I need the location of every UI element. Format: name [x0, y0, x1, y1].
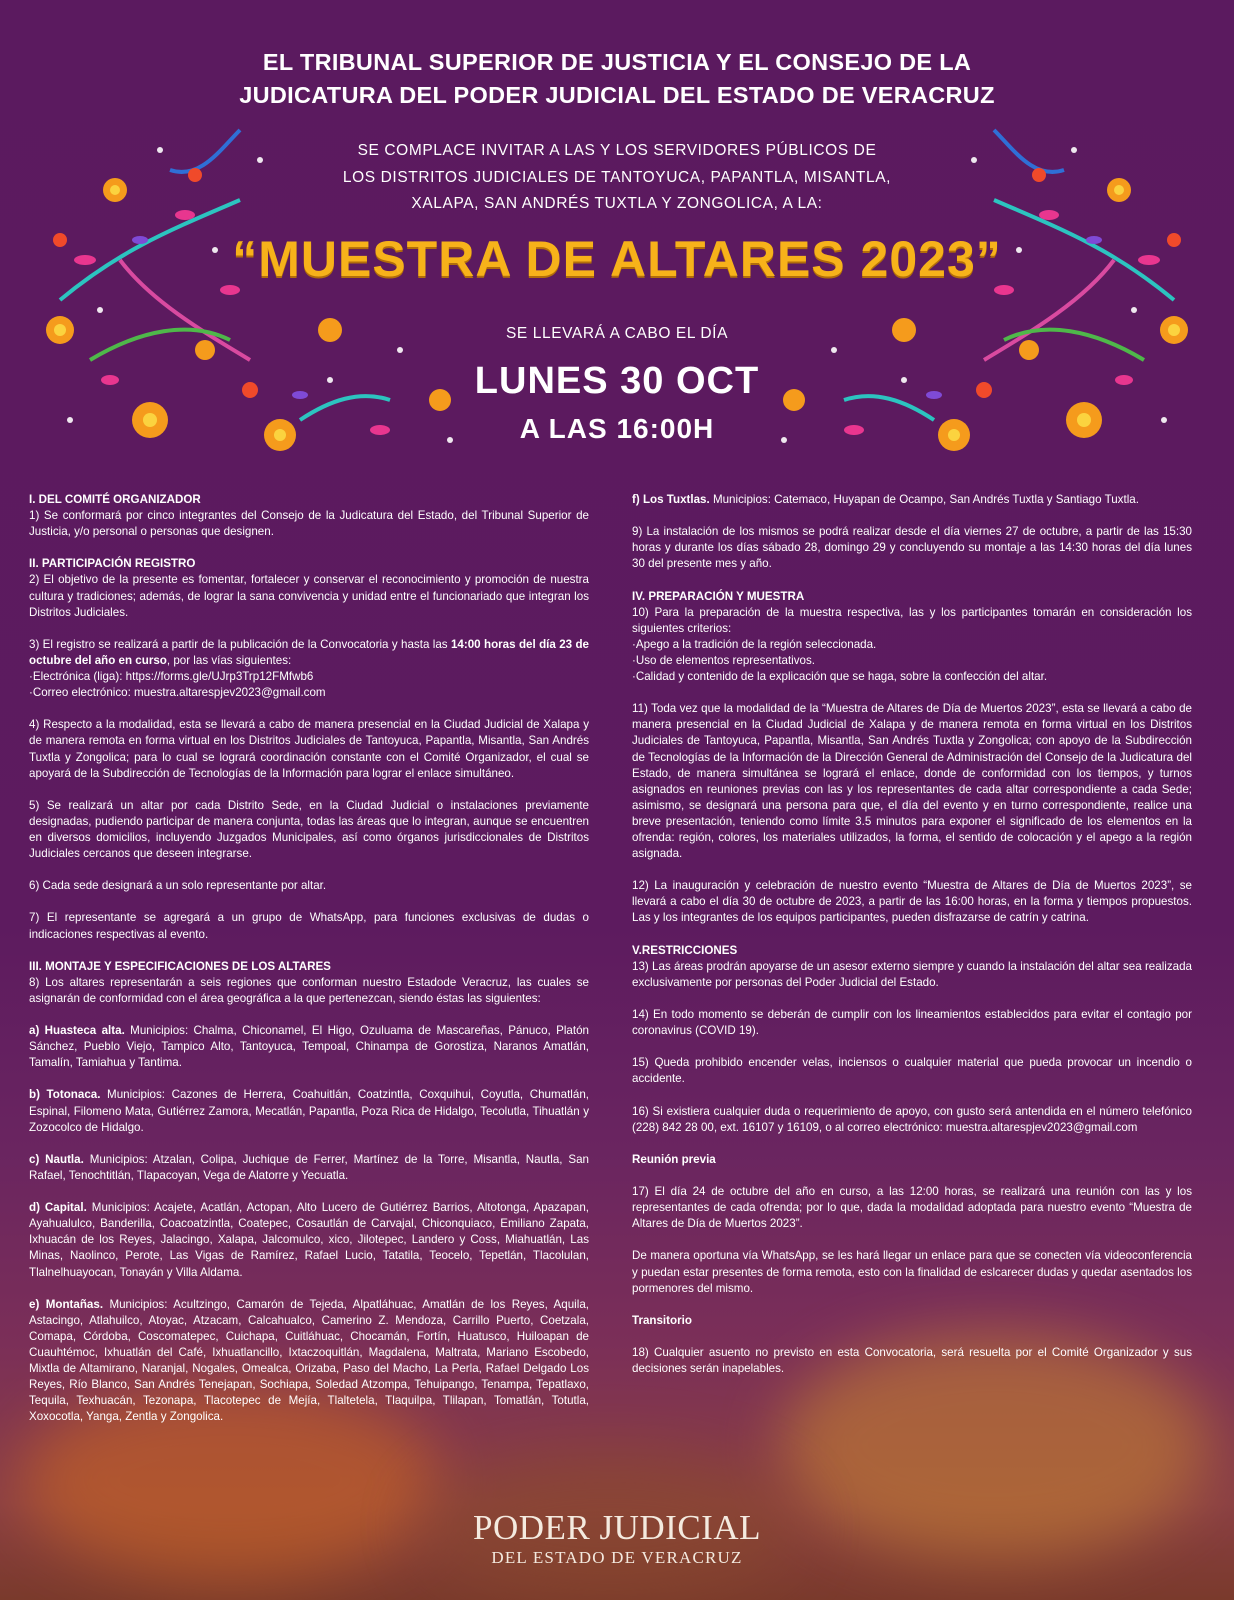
right-column [632, 492, 1192, 1377]
region-item: e) Montañas. Municipios: Acultzingo, Camarón de Tejeda, Alpatláhuac, Amatlán de los Reyes, Aquila, Astacingo, Atlahuilco, Atoyac, Atzacam, Calcahualco, Camerino Z. Mendoza, Carrillo Puerto, Coetzala, Comapa, Córdoba, Coscomatepec, Cuichapa, Cuitláhuac, Chocamán, Fortín, Huatusco, Huiloapan de Cuauhtémoc, Ixhuatlán del Café, Ixhuatlancillo, Ixtaczoquitlán, Magdalena, Maltrata, Mariano Escobedo, Mixtla de Altamirano, Naranjal, Nogales, Omealca, Orizaba, Paso del Macho, La Perla, Rafael Delgado Los Reyes, Río Blanco, San Andrés Tenejapan, Sochiapa, Soledad Atzompa, Tehuipango, Tenampa, Tepatlaxo, Tequila, Texhuacán, Tezonapa, Tlacotepec de Mejía, Tlaltetela, Tlaquilpa, Tlilapan, Tomatlán, Totutla, Xoxocotla, Yanga, Zentla y Zongolica. [29, 1297, 590, 1424]
paragraph: 4) Respecto a la modalidad, esta se llevará a cabo de manera presencial en la Ciudad Judicial de Xalapa y de manera remota en forma virtual en los Distritos Judiciales de Tantoyuca, Papantla, Misantla, San Andrés Tuxtla y Zongolica; para lo cual se logrará coordinación constante con el Comité Organizador, el cual se apoyará de la Subdirección de Tecnologías de la Información para lograr el enlace simultáneo. [29, 718, 589, 780]
invitation-line: SE COMPLACE INVITAR A LAS Y LOS SERVIDORES PÚBLICOS DE [357, 142, 877, 159]
registration-email[interactable]: ·Correo electrónico: muestra.altarespjev2023@gmail.com [29, 686, 326, 700]
logo-line: PODER JUDICIAL [473, 1508, 761, 1547]
section-heading: IV. PREPARACIÓN Y MUESTRA [632, 589, 805, 603]
event-time: A LAS 16:00H [519, 413, 715, 444]
paragraph: 10) Para la preparación de la muestra respectiva, las y los participantes tomarán en consideración los siguientes criterios: [632, 605, 1192, 635]
event-date-intro: SE LLEVARÁ A CABO EL DÍA [505, 325, 729, 342]
section-heading: II. PARTICIPACIÓN REGISTRO [29, 557, 196, 571]
section-heading: I. DEL COMITÉ ORGANIZADOR [29, 493, 201, 506]
paragraph: 1) Se conformará por cinco integrantes del Consejo de la Judicatura del Estado, del Tribunal Superior de Justicia, y/o personal o personas que designen. [29, 509, 589, 539]
section-heading: Transitorio [632, 1313, 692, 1327]
region-item: f) Los Tuxtlas. Municipios: Catemaco, Huyapan de Ocampo, San Andrés Tuxtla y Santiago Tuxtla. [632, 493, 1139, 506]
paragraph: 14) En todo momento se deberán de cumplir con los lineamientos establecidos para evitar el contagio por coronavirus (COVID 19). [632, 1008, 1192, 1038]
criteria-item: ·Apego a la tradición de la región seleccionada. [632, 637, 877, 651]
paragraph: 6) Cada sede designará a un solo representante por altar. [29, 879, 327, 893]
region-item: c) Nautla. Municipios: Atzalan, Colipa, Juchique de Ferrer, Martínez de la Torre, Misantla, Nautla, San Rafael, Tenochtitlán, Tlapacoyan, Vega de Alatorre y Yecuatla. [29, 1152, 589, 1182]
paragraph: 15) Queda prohibido encender velas, inciensos o cualquier material que pueda provocar un incendio o accidente. [632, 1056, 1192, 1086]
paragraph: 5) Se realizará un altar por cada Distrito Sede, en la Ciudad Judicial o instalaciones previamente designadas, pudiendo participar de manera conjunta, todas las áreas que lo integran, aunque se encuentren en diversos domicilios, incluyendo Juzgados Municipales, así como órganos jurisdiccionales de Distritos Judiciales cercanos que deseen integrarse. [29, 798, 589, 861]
logo-line: DEL ESTADO DE VERACRUZ [491, 1548, 743, 1567]
paragraph: 12) La inauguración y celebración de nuestro evento “Muestra de Altares de Día de Muertos 2023”, se llevará a cabo el día 30 de octubre de 2023, a partir de las 16:00 horas, en la forma y tiempos propuestos. Las y los integrantes de los equipos participantes, pueden disfrazarse de catrín y catrina. [632, 879, 1192, 925]
paragraph: 16) Si existiera cualquier duda o requerimiento de apoyo, con gusto será antendida en el número telefónico (228) 842 28 00, ext. 16107 y 16109, o al correo electrónico: muestra.altarespjev2023@gmail.com [632, 1104, 1192, 1134]
region-item: b) Totonaca. Municipios: Cazones de Herrera, Coahuitlán, Coatzintla, Coxquihui, Coyutla, Chumatlán, Espinal, Filomeno Mata, Gutiérrez Zamora, Mecatlán, Papantla, Poza Rica de Hidalgo, Tecolutla, Tihuatlán y Zozocolco de Hidalgo. [29, 1088, 589, 1134]
organizer-title-line: JUDICATURA DEL PODER JUDICIAL DEL ESTADO DE VERACRUZ [239, 82, 995, 108]
section-heading: III. MONTAJE Y ESPECIFICACIONES DE LOS ALTARES [29, 959, 331, 973]
paragraph: 3) El registro se realizará a partir de la publicación de la Convocatoria y hasta las 14:00 horas del día 23 de octubre del año en curso, por las vías siguientes: [29, 637, 589, 667]
paragraph: 13) Las áreas prodrán apoyarse de un asesor externo siempre y cuando la instalación del altar sea realizada exclusivamente por personas del Poder Judicial del Estado. [632, 959, 1192, 989]
organizer-title-line: EL TRIBUNAL SUPERIOR DE JUSTICIA Y EL CONSEJO DE LA [262, 49, 972, 75]
organizer-title [0, 46, 1234, 112]
paragraph: 9) La instalación de los mismos se podrá realizar desde el día viernes 27 de octubre, a partir de las 15:30 horas y durante los días sábado 28, domingo 29 y concluyendo su montaje a las 14:30 horas del día lunes 30 del presente mes y año. [632, 525, 1192, 571]
paragraph: 18) Cualquier asuento no previsto en esta Convocatoria, será resuelta por el Comité Organizador y sus decisiones serán inapelables. [632, 1345, 1192, 1376]
invitation-line: LOS DISTRITOS JUDICIALES DE TANTOYUCA, PAPANTLA, MISANTLA, [342, 168, 892, 186]
section-heading: V.RESTRICCIONES [632, 943, 738, 957]
paragraph: 11) Toda vez que la modalidad de la “Muestra de Altares de Día de Muertos 2023”, esta se llevará a cabo de manera presencial en la Ciudad Judicial de Xalapa y de manera remota en forma virtual en los Distritos Judiciales de Tantoyuca, Papantla, Misantla, San Andrés Tuxtla y Zongolica; con apoyo de la Subdirección de Tecnologías de la Información de la Dirección General de Administración del Consejo de la Judicatura del Estado, de manera simultánea se logrará el enlace, donde de conformidad con los tiempos, y turnos asignados en reuniones previas con las y los representantes de cada altar correspondiente a cada Sede; asimismo, se designará una persona para que, el día del evento y en turno correspondiente, realice una breve presentación, teniendo como límite 3.5 minutos para exponer el significado de los elementos en la ofrenda: región, colores, los materiales utilizados, la forma, el sentido de colocación y el apego a la región asignada. [632, 702, 1192, 861]
paragraph: 2) El objetivo de la presente es fomentar, fortalecer y conservar el reconocimiento y promoción de nuestra cultura y tradiciones; además, de lograr la sana convivencia y unidad entre el funcionariado que integran los Distritos Judiciales. [29, 573, 589, 619]
criteria-item: ·Calidad y contenido de la explicación que se haga, sobre la confección del altar. [632, 670, 1048, 684]
invitation-text [0, 138, 1234, 218]
criteria-item: ·Uso de elementos representativos. [632, 653, 816, 667]
invitation-line: XALAPA, SAN ANDRÉS TUXTLA Y ZONGOLICA, A LA: [411, 195, 823, 212]
paragraph: 7) El representante se agregará a un grupo de WhatsApp, para funciones exclusivas de dudas o indicaciones respectivas al evento. [29, 911, 589, 941]
event-title: “MUESTRA DE ALTARES 2023” [232, 231, 1002, 287]
section-heading: Reunión previa [632, 1152, 716, 1166]
paragraph: De manera oportuna vía WhatsApp, se les hará llegar un enlace para que se conecten vía videoconferencia y puedan estar presentes de forma remota, esto con la finalidad de eslcarecer dudas y quedar asentados los pormenores del mismo. [632, 1249, 1192, 1295]
left-column [29, 492, 589, 1425]
poder-judicial-logo [0, 1509, 1234, 1569]
registration-deadline: 14:00 horas del día 23 de octubre del año en curso [29, 637, 589, 667]
registration-link[interactable]: ·Electrónica (liga): https://forms.gle/UJrp3Trp12FMfwb6 [29, 670, 314, 684]
paragraph: 17) El día 24 de octubre del año en curso, a las 12:00 horas, se realizará una reunión con las y los representantes de cada ofrenda; por lo que, dada la modalidad adoptada para nuestro evento “Muestra de Altares de Día de Muertos 2023”. [632, 1185, 1192, 1231]
region-item: d) Capital. Municipios: Acajete, Acatlán, Actopan, Alto Lucero de Gutiérrez Barrios, Altotonga, Apazapan, Ayahualulco, Banderilla, Coacoatzintla, Coatepec, Cosautlán de Carvajal, Chiconquiaco, Emiliano Zapata, Ixhuacán de los Reyes, Jalacingo, Xalapa, Jalcomulco, xico, Jilotepec, Landero y Coss, Miahuatlán, Las Minas, Naolinco, Perote, Las Vigas de Ramírez, Rafael Lucio, Tatatila, Teocelo, Tepetlán, Tlacolulan, Tlalnelhuayocan, Tonayán y Villa Aldama. [29, 1201, 589, 1279]
event-date: LUNES 30 OCT [474, 360, 760, 402]
paragraph: 8) Los altares representarán a seis regiones que conforman nuestro Estadode Veracruz, las cuales se asignarán de conformidad con el área geográfica a la que pertenezcan, siendo éstas las siguientes: [29, 975, 589, 1005]
region-item: a) Huasteca alta. Municipios: Chalma, Chiconamel, El Higo, Ozuluama de Mascareñas, Pánuco, Platón Sánchez, Pueblo Viejo, Tampico Alto, Tantoyuca, Tempoal, Chinampa de Gorostiza, Naranos Amatlán, Tamalín, Tamiahua y Tantima. [29, 1024, 589, 1070]
